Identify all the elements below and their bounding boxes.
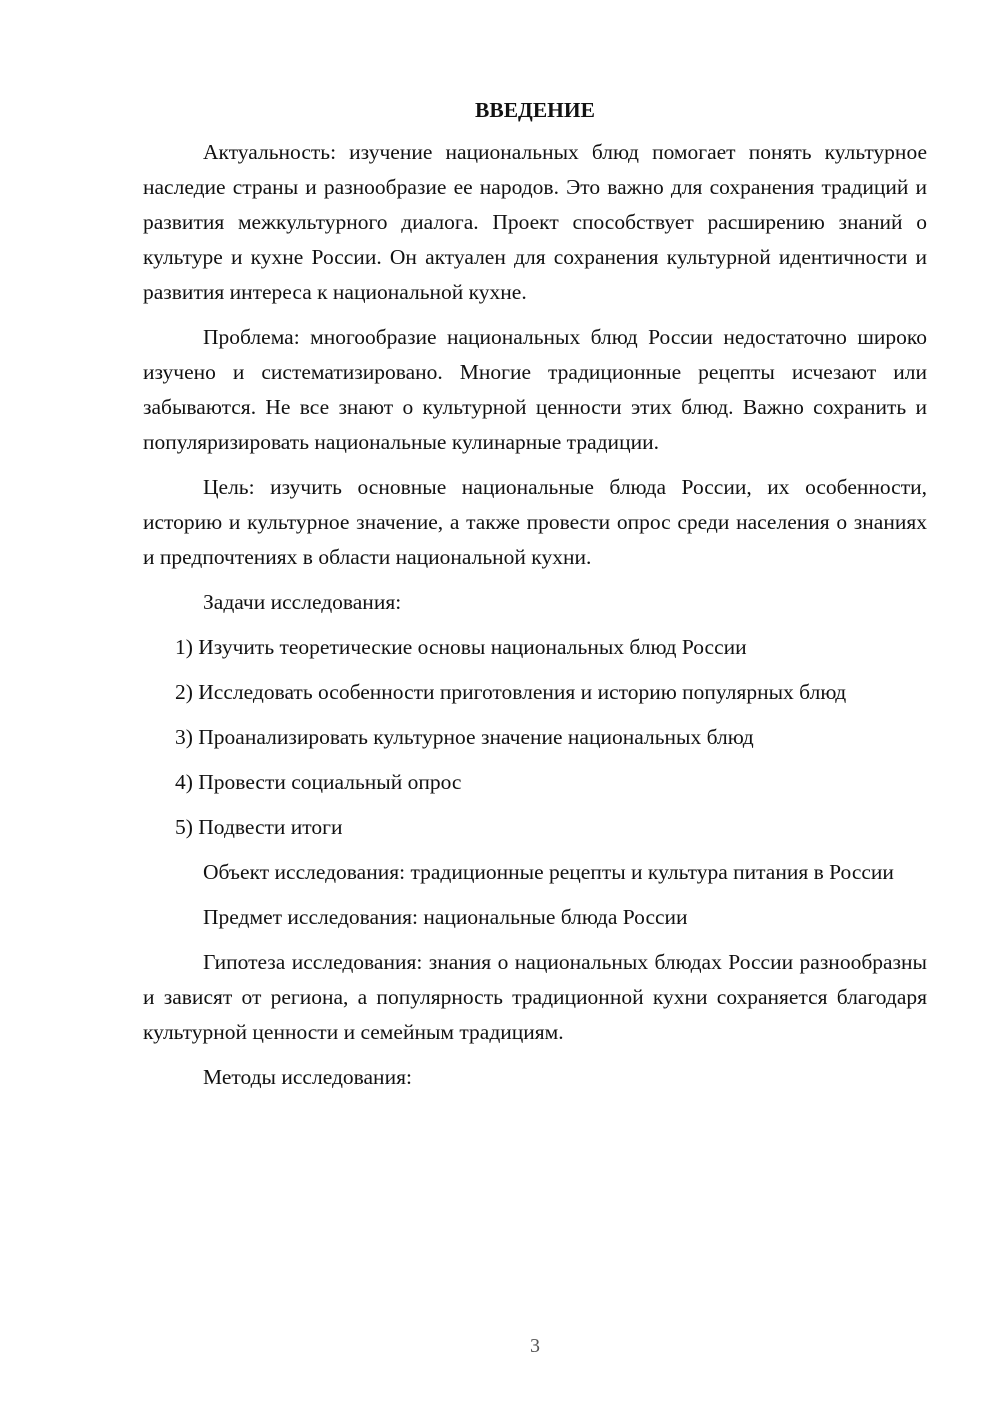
relevance-paragraph: Актуальность: изучение национальных блюд помогает понять культурное наследие страны и разнообразие ее народов. Это важно для сохранения традиций и развития межкультурного диалога. Проект способствует расширению знаний о культуре и кухне России. Он актуален для сохранения культурной идентичности и развития интереса к национальной кухне. <box>143 140 927 304</box>
problem-paragraph: Проблема: многообразие национальных блюд России недостаточно широко изучено и систематизировано. Многие традиционные рецепты исчезают или забываются. Не все знают о культурной ценности этих блюд. Важно сохранить и популяризировать национальные кулинарные традиции. <box>143 325 927 454</box>
task-item-4: 4) Провести социальный опрос <box>175 770 462 794</box>
section-heading: ВВЕДЕНИЕ <box>475 98 595 122</box>
object-paragraph: Объект исследования: традиционные рецепты и культура питания в России <box>203 860 894 884</box>
task-item-2: 2) Исследовать особенности приготовления и историю популярных блюд <box>175 680 847 704</box>
subject-paragraph: Предмет исследования: национальные блюда России <box>203 905 688 929</box>
task-item-5: 5) Подвести итоги <box>175 815 343 839</box>
hypothesis-paragraph: Гипотеза исследования: знания о национальных блюдах России разнообразны и зависят от региона, а популярность традиционной кухни сохраняется благодаря культурной ценности и семейным традициям. <box>143 950 927 1044</box>
task-item-3: 3) Проанализировать культурное значение национальных блюд <box>175 725 754 749</box>
methods-heading: Методы исследования: <box>203 1065 412 1089</box>
goal-paragraph: Цель: изучить основные национальные блюда России, их особенности, историю и культурное значение, а также провести опрос среди населения о знаниях и предпочтениях в области национальной кухни. <box>143 475 927 569</box>
page-content <box>143 93 927 1105</box>
tasks-heading: Задачи исследования: <box>203 590 402 614</box>
page-number: 3 <box>530 1335 540 1357</box>
task-item-1: 1) Изучить теоретические основы национальных блюд России <box>175 635 747 659</box>
